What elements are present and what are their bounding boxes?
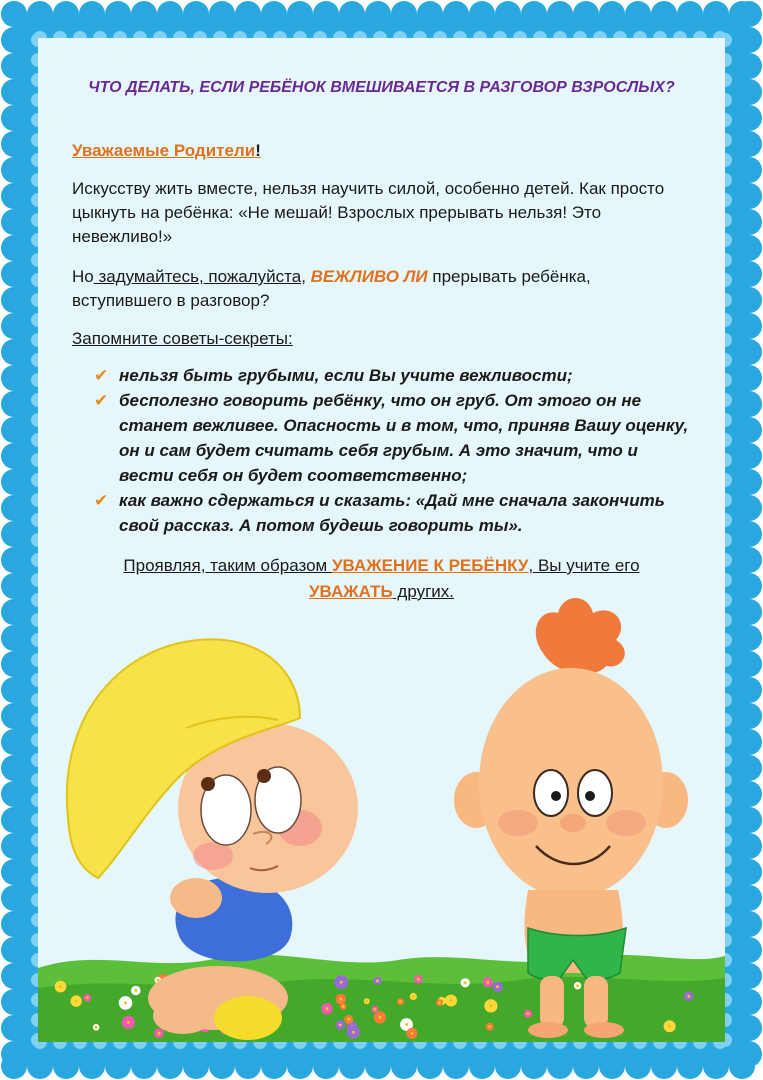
checkmark-icon: ✔ [94,491,109,510]
list-item [94,388,694,488]
closing-part3: других. [392,582,454,601]
closing-part1: Проявляя, таким образом [123,556,332,575]
list-item [94,488,694,538]
checkmark-icon: ✔ [94,366,109,385]
greeting-punct: ! [255,141,261,160]
children-illustration [38,578,725,1042]
question-underlined: задумайтесь, пожалуйста [93,267,302,286]
tips-heading: Запомните советы-секреты: [72,329,293,348]
closing-accent2: УВАЖАТЬ [308,582,393,601]
closing-accent1: УВАЖЕНИЕ К РЕБЁНКУ [331,556,529,575]
checkmark-icon: ✔ [94,391,109,410]
poster-sheet [38,38,725,1042]
question-accent: ВЕЖЛИВО ЛИ [305,267,428,286]
tip-text: бесполезно говорить ребёнку, что он груб. От этого он не станет вежливее. Опасность и в том, что, приняв Вашу оценку, он и сам будет считать себя грубым. А это значит, что и вести себя он будет соответственно; [119,391,689,485]
tips-list [94,363,694,538]
question-rest: прерывать ребёнка, вступившего в разговор? [72,267,591,310]
tip-text: нельзя быть грубыми, если Вы учите вежливости; [119,366,573,385]
list-item [94,363,694,388]
tip-text: как важно сдержаться и сказать: «Дай мне сначала закончить свой рассказ. А потом будешь говорить ты». [119,491,665,535]
paragraph-question [72,265,692,313]
question-lead: Но [72,267,94,286]
greeting [72,139,261,163]
greeting-text: Уважаемые Родители [72,141,256,160]
closing-part2: , Вы учите его [528,556,640,575]
page-title: ЧТО ДЕЛАТЬ, ЕСЛИ РЕБЁНОК ВМЕШИВАЕТСЯ В РАЗГОВОР ВЗРОСЛЫХ? [88,79,675,96]
paragraph-intro: Искусству жить вместе, нельзя научить силой, особенно детей. Как просто цыкнуть на ребёнка: «Не мешай! Взрослых прерывать нельзя! Это невежливо!» [72,179,665,246]
question-comma: , [301,267,306,286]
